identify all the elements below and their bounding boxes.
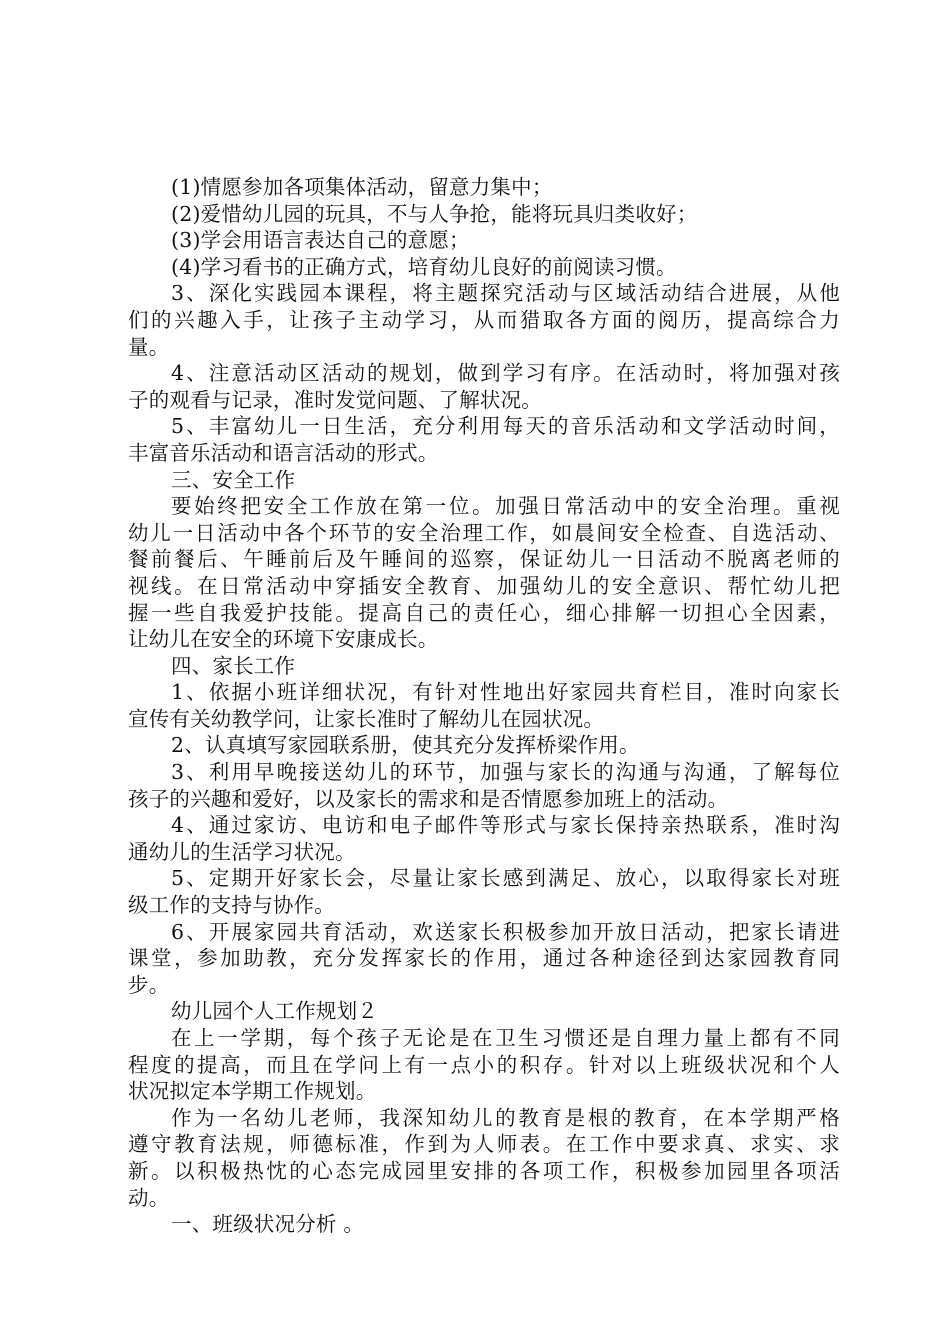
text-line: 要始终把安全工作放在第一位。加强日常活动中的安全治理。重视 [171, 494, 840, 519]
text-line: 步。 [128, 972, 170, 997]
text-line: 量。 [128, 334, 170, 359]
section-heading: 一、班级状况分析 。 [171, 1212, 365, 1237]
text-line: 通幼儿的生活学习状况。 [128, 839, 356, 864]
text-line: 3、深化实践园本课程，将主题探究活动与区域活动结合进展，从他 [171, 281, 840, 306]
list-item: (1)情愿参加各项集体活动，留意力集中； [171, 175, 553, 199]
text-line: 宣传有关幼教学问，让家长准时了解幼儿在园状况。 [128, 706, 605, 731]
text-line: 新。以积极热忱的心态完成园里安排的各项工作，积极参加园里各项活 [128, 1158, 840, 1183]
text-line: 们的兴趣入手，让孩子主动学习，从而猎取各方面的阅历，提高综合力 [128, 307, 840, 332]
text-line: 状况拟定本学期工作规划。 [128, 1079, 377, 1104]
section-heading: 幼儿园个人工作规划２ [171, 999, 378, 1024]
text-line: 子的观看与记录，准时发觉问题、了解状况。 [128, 387, 542, 412]
list-item: (2)爱惜幼儿园的玩具，不与人争抢，能将玩具归类收好； [171, 201, 698, 226]
text-line: 4、注意活动区活动的规划，做到学习有序。在活动时，将加强对孩 [171, 361, 840, 386]
section-heading: 三、安全工作 [171, 467, 296, 492]
text-line: 6、开展家园共育活动，欢送家长积极参加开放日活动，把家长请进 [171, 919, 840, 944]
text-line: 动。 [128, 1185, 170, 1210]
text-line: 遵守教育法规，师德标准，作到为人师表。在工作中要求真、求实、求 [128, 1132, 840, 1157]
text-line: 孩子的兴趣和爱好，以及家长的需求和是否情愿参加班上的活动。 [128, 786, 729, 811]
text-line: 作为一名幼儿老师，我深知幼儿的教育是根的教育，在本学期严格 [171, 1105, 840, 1130]
text-line: 丰富音乐活动和语言活动的形式。 [128, 440, 439, 465]
text-line: 餐前餐后、午睡前后及午睡间的巡察，保证幼儿一日活动不脱离老师的 [128, 547, 840, 572]
text-line: 让幼儿在安全的环境下安康成长。 [128, 627, 439, 652]
document-body [128, 174, 840, 1238]
text-line: 1、依据小班详细状况，有针对性地出好家园共育栏目，准时向家长 [171, 680, 840, 705]
text-line: 4、通过家访、电访和电子邮件等形式与家长保持亲热联系，准时沟 [171, 813, 840, 838]
text-line: 幼儿一日活动中各个环节的安全治理工作，如晨间安全检查、自选活动、 [128, 520, 840, 545]
text-line: 在上一学期，每个孩子无论是在卫生习惯还是自理力量上都有不同 [171, 1026, 840, 1050]
text-line: 程度的提高，而且在学问上有一点小的积存。针对以上班级状况和个人 [128, 1052, 840, 1077]
text-line: 级工作的支持与协作。 [128, 893, 335, 918]
text-line: 课堂，参加助教，充分发挥家长的作用，通过各种途径到达家园教育同 [128, 946, 840, 971]
list-item: (4)学习看书的正确方式，培育幼儿良好的前阅读习惯。 [171, 254, 677, 279]
text-line: 3、利用早晚接送幼儿的环节，加强与家长的沟通与沟通，了解每位 [171, 760, 840, 785]
text-line: 2、认真填写家园联系册，使其充分发挥桥梁作用。 [171, 733, 640, 758]
text-line: 握一些自我爱护技能。提高自己的责任心，细心排解一切担心全因素， [128, 600, 840, 625]
text-line: 5、定期开好家长会，尽量让家长感到满足、放心，以取得家长对班 [171, 866, 840, 891]
text-line: 5、丰富幼儿一日生活，充分利用每天的音乐活动和文学活动时间， [171, 414, 840, 439]
section-heading: 四、家长工作 [171, 653, 296, 678]
text-line: 视线。在日常活动中穿插安全教育、加强幼儿的安全意识、帮忙幼儿把 [128, 573, 840, 598]
list-item: (3)学会用语言表达自己的意愿； [171, 228, 470, 253]
